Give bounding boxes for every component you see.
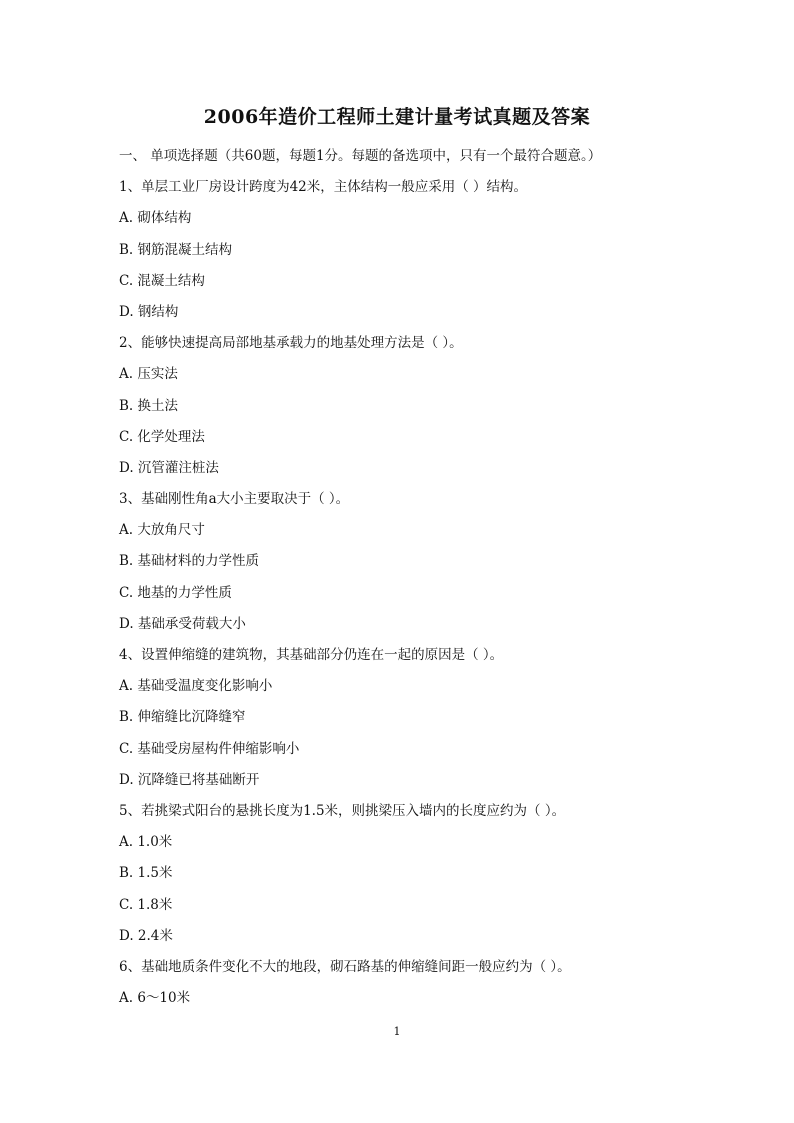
answer-option: B. 伸缩缝比沉降缝窄 — [119, 709, 246, 726]
answer-option: D. 沉降缝已将基础断开 — [119, 771, 260, 788]
question-stem: 1、单层工业厂房设计跨度为42米，主体结构一般应采用（ ）结构。 — [119, 179, 528, 196]
answer-option: A. 压实法 — [119, 366, 178, 383]
answer-option: D. 沉管灌注桩法 — [119, 459, 219, 476]
question-stem: 2、能够快速提高局部地基承载力的地基处理方法是（ ）。 — [119, 335, 463, 352]
answer-option: C. 基础受房屋构件伸缩影响小 — [119, 740, 300, 757]
question-list — [119, 143, 679, 1016]
section-header: 一、 单项选择题（共60题，每题1分。每题的备选项中，只有一个最符合题意。） — [119, 148, 602, 164]
answer-option: D. 基础承受荷载大小 — [119, 615, 246, 632]
answer-option: B. 基础材料的力学性质 — [119, 553, 260, 570]
answer-option: A. 1.0米 — [119, 834, 173, 851]
answer-option: C. 化学处理法 — [119, 428, 205, 445]
answer-option: B. 1.5米 — [119, 865, 173, 882]
answer-option: A. 大放角尺寸 — [119, 522, 205, 539]
answer-option: C. 地基的力学性质 — [119, 584, 232, 601]
document-title: 2006年造价工程师土建计量考试真题及答案 — [203, 106, 591, 128]
answer-option: A. 6～10米 — [119, 990, 191, 1007]
answer-option: B. 钢筋混凝土结构 — [119, 241, 233, 258]
question-stem: 4、设置伸缩缝的建筑物，其基础部分仍连在一起的原因是（ ）。 — [119, 647, 504, 663]
answer-option: C. 1.8米 — [119, 896, 173, 913]
answer-option: A. 砌体结构 — [119, 210, 192, 227]
answer-option: B. 换土法 — [119, 397, 179, 414]
page-number: 1 — [393, 1025, 401, 1038]
answer-option: D. 钢结构 — [119, 303, 179, 320]
question-stem: 6、基础地质条件变化不大的地段，砌石路基的伸缩缝间距一般应约为（ ）。 — [119, 958, 571, 975]
question-stem: 5、若挑梁式阳台的悬挑长度为1.5米，则挑梁压入墙内的长度应约为（ ）。 — [119, 802, 566, 819]
answer-option: C. 混凝土结构 — [119, 272, 205, 289]
answer-option: D. 2.4米 — [119, 927, 173, 944]
question-stem: 3、基础刚性角a大小主要取决于（ ）。 — [119, 491, 350, 508]
answer-option: A. 基础受温度变化影响小 — [119, 678, 273, 695]
